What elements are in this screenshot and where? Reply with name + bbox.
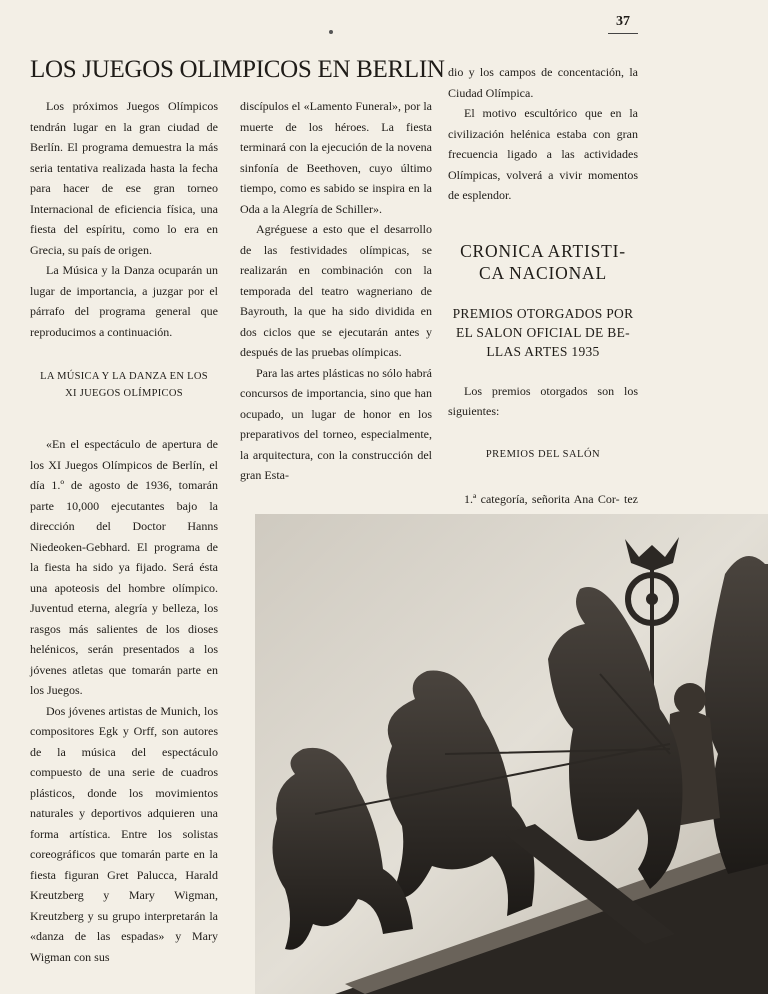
article-column-1: [30, 96, 218, 967]
section-title: [448, 240, 638, 284]
article-column-3: [448, 62, 638, 530]
subtitle-line: PREMIOS OTORGADOS POR: [452, 305, 634, 321]
paragraph: Dos jóvenes artistas de Munich, los compositores Egk y Orff, son autores de la música del espectáculo compuesto de una serie de cuadros plásticos, donde los movimientos naturales y deportivos adquieren una forma artística. Entre los solistas coreográficos que tomarán parte en la fiesta figuran Gret Palucca, Harald Kreutzberg y Mary Wigman, Kreutzberg y su grupo interpretarán la «danza de las espadas» y Mary Wigman con sus: [30, 703, 218, 964]
subhead-line: XI JUEGOS OLÍMPICOS: [65, 388, 183, 399]
page-number: 37: [616, 14, 630, 29]
paragraph: Los premios otorgados son los siguientes:: [448, 383, 638, 418]
charioteer-head: [674, 683, 706, 715]
subtitle-line: LLAS ARTES 1935: [486, 343, 600, 359]
print-dot: [329, 30, 333, 34]
paragraph: Los próximos Juegos Olímpicos tendrán lugar en la gran ciudad de Berlín. El programa demuestra la más seria tentativa realizada hasta la fecha para hacer de ese gran torneo Internacional de eficiencia física, una fiesta del espíritu, como lo era en Grecia, su país de origen.: [30, 99, 218, 257]
paragraph: Agréguese a esto que el desarrollo de las festividades olímpicas, se realizarán en combinación con la temporada del teatro wagneriano de Bayrouth, la que ha sido dividida en dos ciclos que se ejecutarán antes y después de las pruebas olímpicas.: [240, 222, 432, 359]
paragraph: «En el espectáculo de apertura de los XI Juegos Olímpicos de Berlín, el día 1.º de agosto de 1936, tomarán parte 10,000 ejecutantes bajo la dirección del Doctor Hanns Niedeoken-Gebhard. El programa de la fiesta ha sido ya fijado. Será ésta una apoteosis del hombre olímpico. Juventud eterna, alegría y belleza, los rasgos más salientes de los dioses helénicos, serán presentados a los jóvenes atletas que tomarán parte en los Juegos.: [30, 437, 218, 697]
article-title: LOS JUEGOS OLIMPICOS EN BERLIN: [30, 56, 445, 83]
section-title-line: CRONICA ARTISTI-: [460, 240, 626, 261]
awards-heading: PREMIOS DEL SALÓN: [485, 448, 601, 460]
quadriga-photo: [255, 514, 768, 994]
section-subtitle: [448, 304, 638, 361]
paragraph: Para las artes plásticas no sólo habrá concursos de importancia, sino que han ocupado, un lugar de honor en los preparativos del torneo, especialmente, la arquitectura, con la construcción del gran Esta-: [240, 365, 432, 482]
subtitle-line: EL SALON OFICIAL DE BE-: [456, 324, 630, 340]
section-subhead: [30, 368, 218, 402]
paragraph: La Música y la Danza ocuparán un lugar de importancia, a juzgar por el párrafo del programa general que reproducimos a continuación.: [30, 263, 218, 339]
award-line: tez: [624, 491, 638, 506]
paragraph: dio y los campos de concentación, la Ciudad Olímpica.: [448, 65, 638, 100]
standard-center: [646, 593, 658, 605]
page-number-rule: [608, 33, 638, 34]
paragraph: discípulos el «Lamento Funeral», por la muerte de los héroes. La fiesta terminará con la ejecución de la novena sinfonía de Beethoven, cuyo último tiempo, como es sabido se inspira en la Oda a la Alegría de Schiller».: [240, 99, 432, 216]
subhead-line: LA MÚSICA Y LA DANZA EN LOS: [40, 371, 208, 382]
award-line: 1.ª categoría, señorita Ana Cor-: [464, 491, 620, 506]
section-title-line: CA NACIONAL: [479, 262, 607, 283]
paragraph: El motivo escultórico que en la civilización helénica estaba con gran frecuencia ligado a las actividades Olímpicas, volverá a vivir momentos de esplendor.: [448, 106, 638, 202]
article-column-2: [240, 96, 432, 486]
